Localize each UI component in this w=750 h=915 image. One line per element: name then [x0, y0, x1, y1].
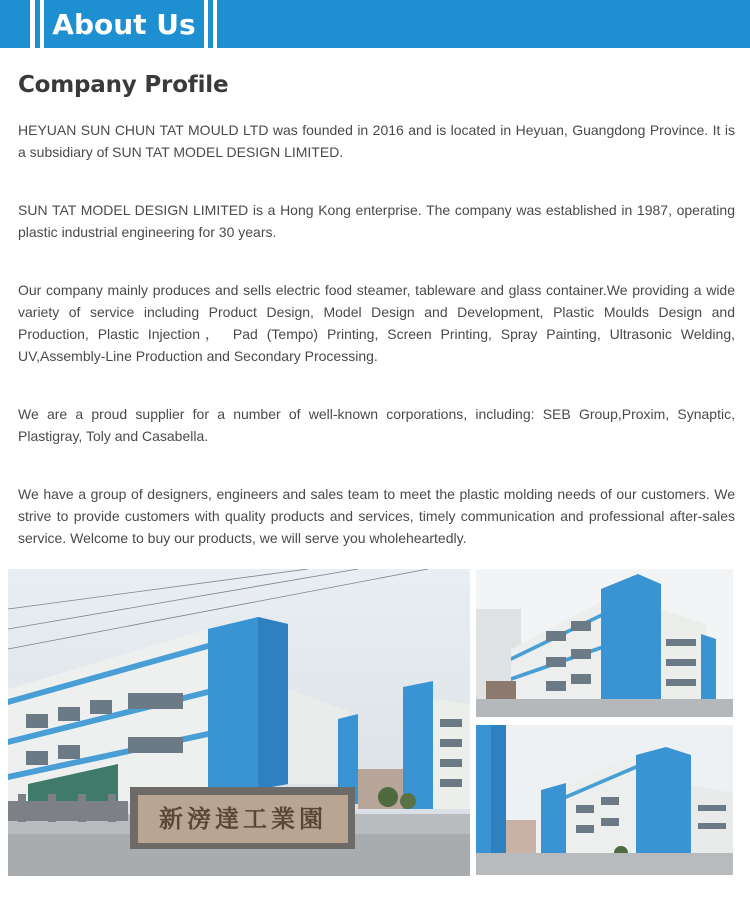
factory-photo-main — [8, 569, 470, 876]
profile-paragraph-team: We have a group of designers, engineers and sales team to meet the plastic molding needs of our customers. We strive to provide customers with quality products and services, timely communication and professional after-sales service. Welcome to buy our products, we will serve you wholeheartedly. — [18, 486, 735, 546]
header-banner — [0, 0, 750, 50]
profile-paragraph-services: Our company mainly produces and sells electric food steamer, tableware and glass container.We providing a wide variety of service including Product Design, Model Design and Development, Plastic Moulds Design and Production, Plastic Injection， Pad (Tempo) Printing, Screen Printing, Spray Painting, Ultrasonic Welding, UV,Assembly-Line Production and Secondary Processing. — [18, 282, 735, 364]
profile-paragraph-customers: We are a proud supplier for a number of well-known corporations, including: SEB Group,Proxim, Synaptic, Plastigray, Toly and Casabella. — [18, 406, 735, 444]
profile-paragraph-founding: HEYUAN SUN CHUN TAT MOULD LTD was founded in 2016 and is located in Heyuan, Guangdong Province. It is a subsidiary of SUN TAT MODEL DESIGN LIMITED. — [18, 122, 735, 160]
banner-right-fill — [217, 0, 750, 48]
factory-photo-side-top — [476, 569, 733, 717]
banner-right-bar — [208, 0, 213, 48]
section-heading: Company Profile — [18, 72, 229, 98]
factory-sign-text: 新滂達工業園 — [159, 804, 327, 833]
factory-photo-side-bottom — [476, 725, 733, 875]
page-title: About Us — [52, 8, 196, 41]
profile-paragraph-parent-company: SUN TAT MODEL DESIGN LIMITED is a Hong Kong enterprise. The company was established in 1987, operating plastic industrial engineering for 30 years. — [18, 202, 735, 240]
banner-left-bar — [35, 0, 40, 48]
banner-left-stub — [0, 0, 30, 48]
